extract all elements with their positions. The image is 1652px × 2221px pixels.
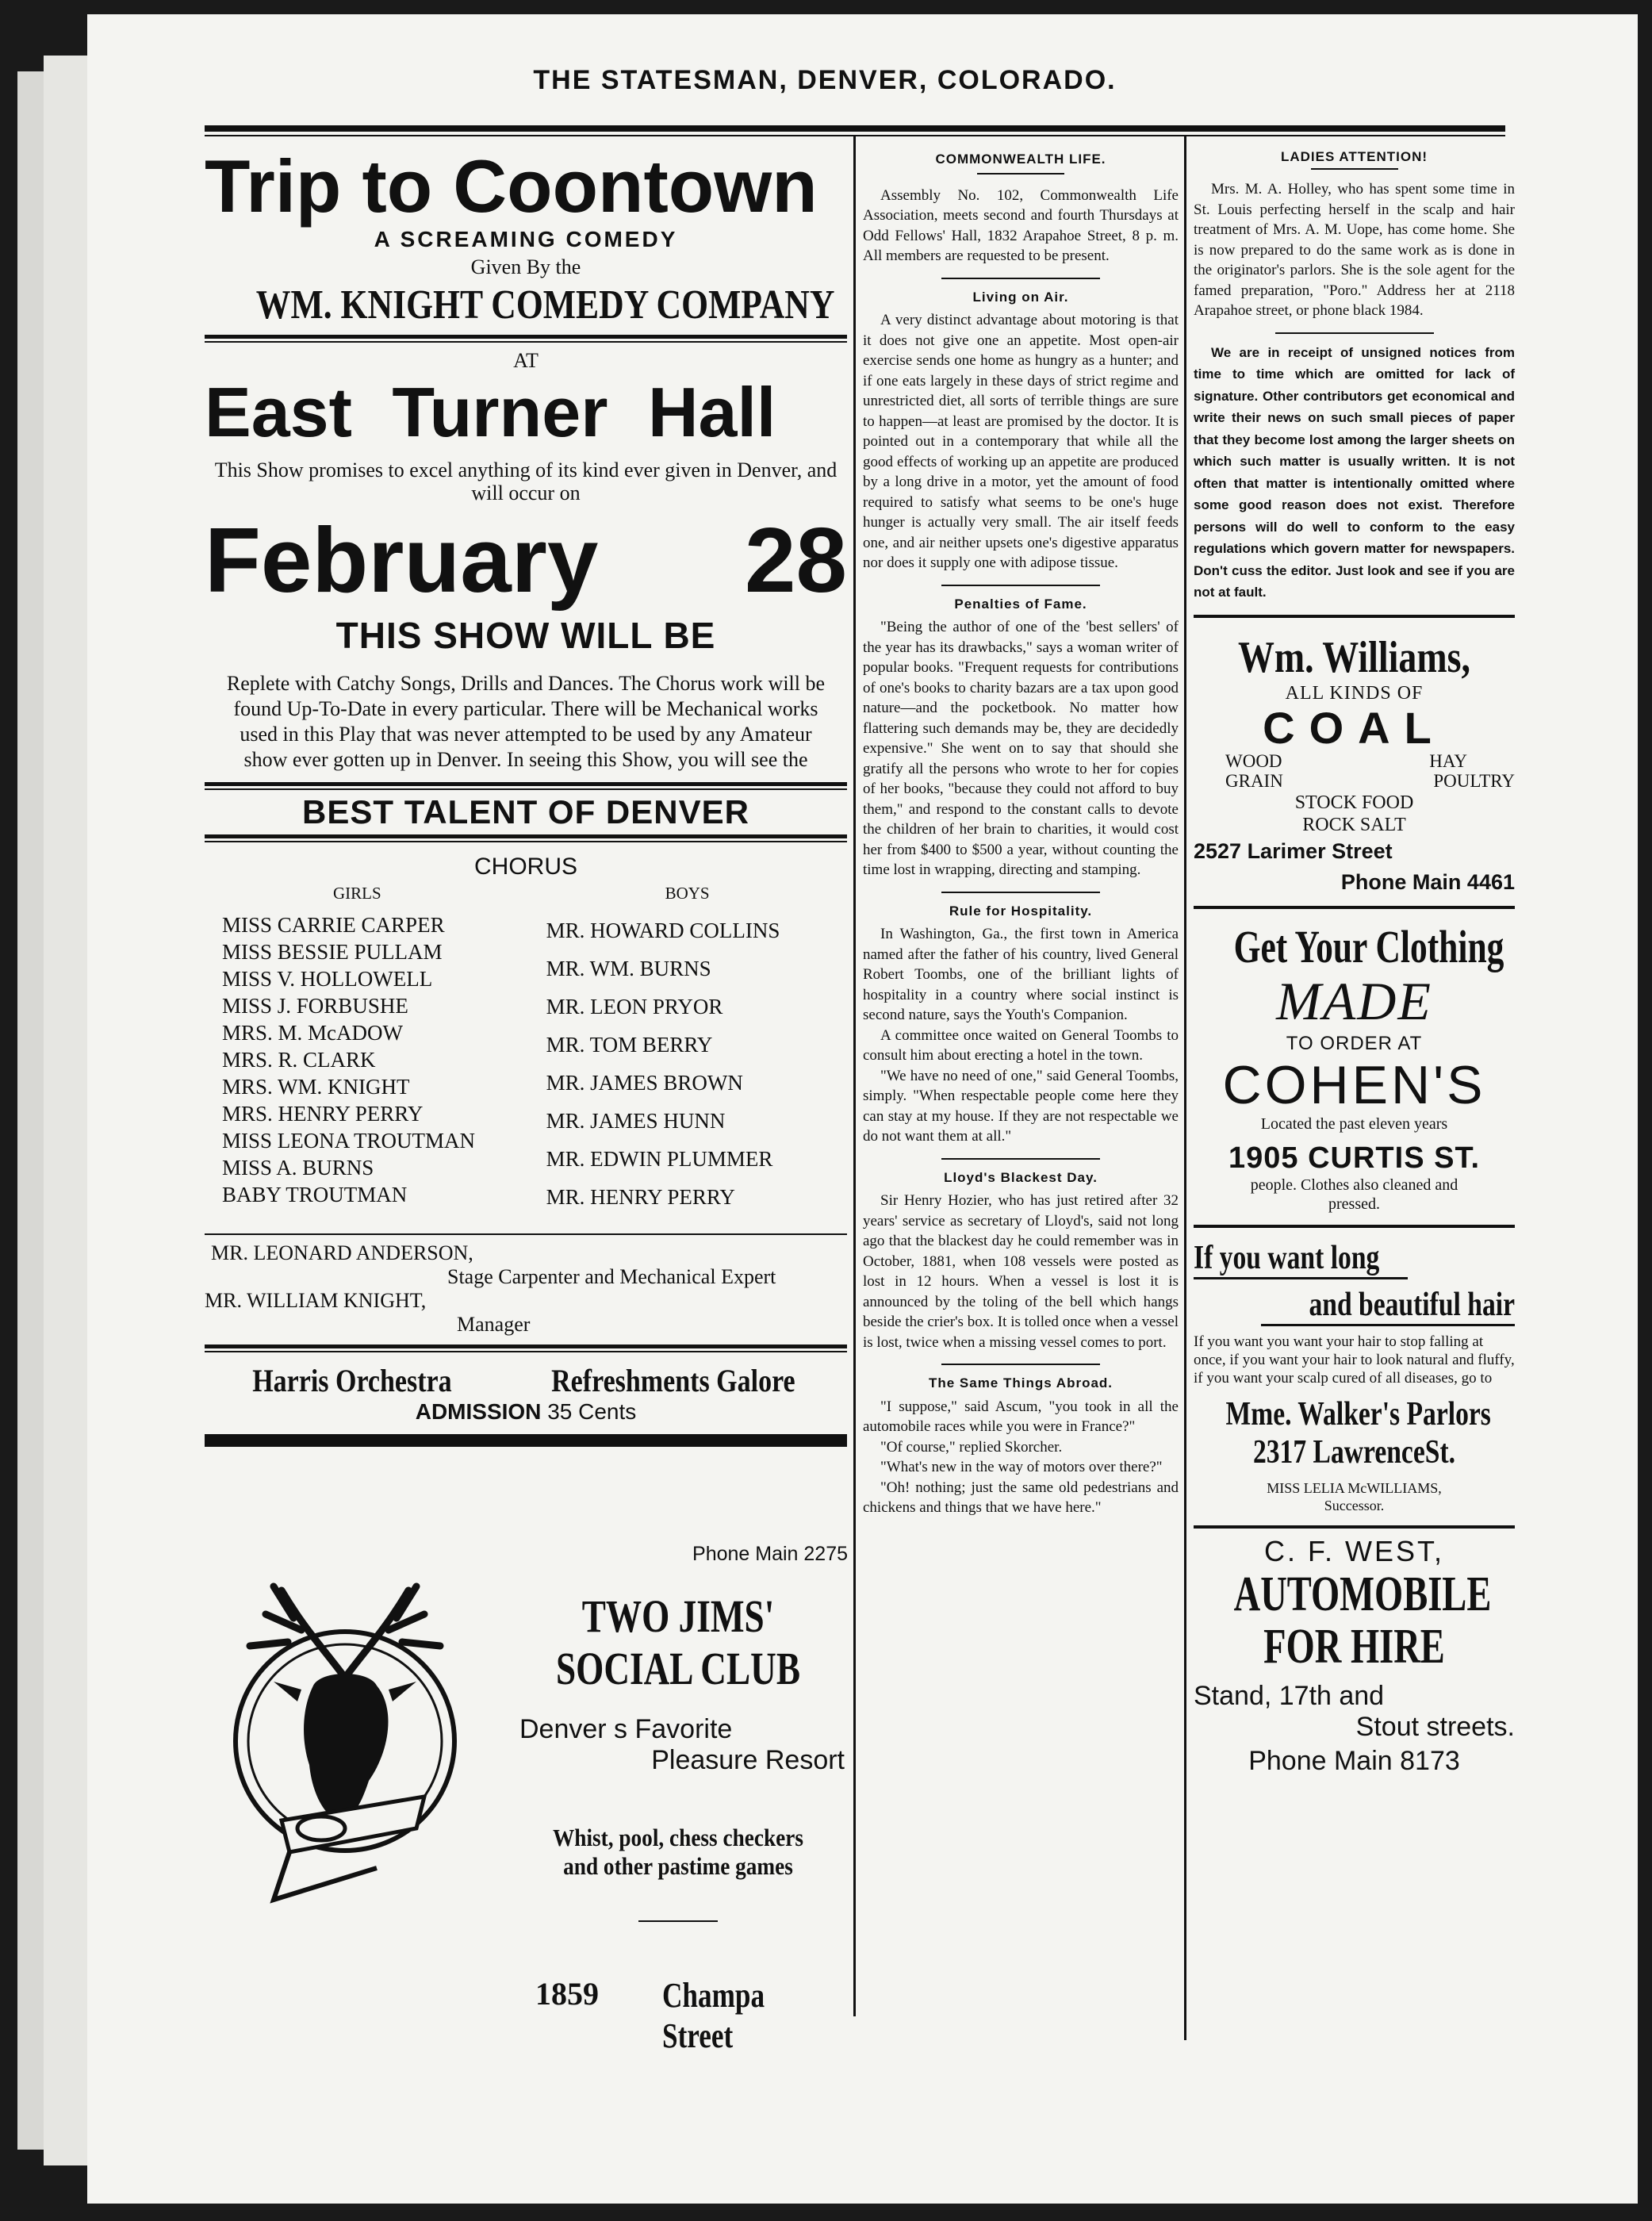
staff-1-role: Stage Carpenter and Mechanical Expert <box>447 1265 776 1288</box>
hair-line-2: and beautiful hair <box>1309 1286 1515 1323</box>
hair-line-1: If you want long <box>1194 1239 1380 1276</box>
abroad-heading: The Same Things Abroad. <box>928 1375 1113 1391</box>
rule <box>1194 1525 1515 1529</box>
staff-2-name: MR. WILLIAM KNIGHT, <box>205 1289 427 1312</box>
chorus-lists <box>205 884 847 1216</box>
rule <box>1194 906 1515 909</box>
hair-underline <box>1194 1277 1408 1279</box>
masthead: THE STATESMAN, DENVER, COLORADO. <box>533 65 1117 95</box>
boy-name: MR. JAMES BROWN <box>546 1071 743 1095</box>
west-name: C. F. WEST, <box>1263 1534 1444 1567</box>
rule <box>205 782 847 786</box>
williams-row-1 <box>1194 752 1515 771</box>
show-date <box>205 508 847 612</box>
abroad-text-4: "Oh! nothing; just the same old pedestrians and chickens and things that we have here." <box>863 1479 1179 1516</box>
hair-underline <box>1261 1324 1515 1326</box>
williams-row-2 <box>1194 771 1515 792</box>
west-line-2: FOR HIRE <box>1263 1619 1445 1674</box>
venue-name: East Turner Hall <box>205 373 776 451</box>
walker-successor: MISS LELIA McWILLIAMS, Successor. <box>1267 1479 1442 1513</box>
cohen-note: people. Clothes also cleaned and pressed. <box>1250 1176 1458 1213</box>
rule <box>205 1344 847 1348</box>
club-name-1: TWO JIMS' <box>581 1590 775 1642</box>
williams-salt: ROCK SALT <box>1302 814 1406 835</box>
best-talent: BEST TALENT OF DENVER <box>302 793 749 830</box>
coontown-ad <box>205 143 847 1447</box>
commonwealth-heading: COMMONWEALTH LIFE. <box>935 152 1106 167</box>
girl-name: MRS. WM. KNIGHT <box>222 1075 410 1099</box>
walker-name: Mme. Walker's Parlors <box>1225 1395 1491 1433</box>
hospitality-text-2: A committee once waited on General Toombs to consult him about erecting a hotel in the town. <box>863 1026 1179 1064</box>
hospitality-heading: Rule for Hospitality. <box>949 903 1093 919</box>
staff-2-role: Manager <box>457 1313 531 1336</box>
hair-text: If you want you want your hair to stop falling at once, if you want your hair to look natural and fluffy, if you want your scalp cured of all diseases, go to <box>1194 1333 1515 1387</box>
commonwealth-text: Assembly No. 102, Commonwealth Life Association, meets second and fourth Thursdays at Odd Fellows' Hall, 1832 Arapahoe Street, 8 p. m. All members are requested to be present. <box>863 186 1179 264</box>
cohen-address: 1905 CURTIS ST. <box>1228 1141 1480 1175</box>
rule-thin <box>205 841 847 842</box>
air-text: A very distinct advantage about motoring is that it does not give one an appetite. Most open-air exercise sends one home as hungry as a hunter; and if one eats largely in these days of strict regime and unrestricted diet, all sorts of terrible things are sure to happen—at least are promised by the doctor. It is pointed out in a contemporary that while all the good effects of working up an appetite are produced by a long drive in a motor, yet the amount of food required to satisfy what seems to be one's huge hunger is actually very small. The air itself feeds one, and air neither upsets one's digestive apparatus nor does it supply one with adipose tissue. <box>863 312 1179 571</box>
refreshments: Refreshments Galore <box>551 1363 795 1398</box>
lloyd-text: Sir Henry Hozier, who has just retired after 32 years' service as secretary of Lloyd's, said not long ago that the blackest day he could remember was in October, 1881, when 108 vessels were posted as lost in 12 hours. When a vessel is lost it is announced by the toling of the bell which hangs beside the crier's box. It is tolled once when a vessel is lost, twice when a missing vessel comes to port. <box>863 1192 1179 1351</box>
boy-name: MR. WM. BURNS <box>546 957 711 980</box>
club-name-2: SOCIAL CLUB <box>556 1643 800 1694</box>
boy-name: MR. LEON PRYOR <box>546 995 723 1018</box>
williams-phone: Phone Main 4461 <box>1340 869 1515 894</box>
given-by: Given By the <box>470 255 581 278</box>
top-rule <box>205 125 1505 132</box>
club-games-2: and other pastime games <box>563 1852 793 1880</box>
notice-text: We are in receipt of unsigned notices from time to time which are omitted for lack of signature. Other contributors get economical and write their news on such small pieces of paper that they become lost among the larger sheets on which such matter is usually written. It is not often that matter is intentionally omitted where some good reason does not exist. Therefore persons will do well to conform to the easy regulations which govern matter for newspapers. Don't cuss the editor. Just look and see if you are not at fault. <box>1194 344 1515 600</box>
cohen-made: MADE <box>1276 970 1432 1031</box>
column-rule-2 <box>1184 136 1186 2040</box>
girl-name: MISS CARRIE CARPER <box>222 913 445 937</box>
boy-name: MR. HENRY PERRY <box>546 1185 735 1209</box>
club-tagline-2: Pleasure Resort <box>651 1745 845 1775</box>
girl-name: BABY TROUTMAN <box>222 1183 408 1206</box>
cohen-order: TO ORDER AT <box>1286 1032 1423 1054</box>
boys-label: BOYS <box>665 884 710 903</box>
west-stand: Stand, 17th and <box>1194 1680 1385 1711</box>
rule <box>205 834 847 838</box>
ladies-text: Mrs. M. A. Holley, who has spent some time in St. Louis perfecting herself in the scalp and hair treatment of Mrs. A. M. Uope, has come home. She is now prepared to do the same work as is done in the originator's parlors. She is the sole agent for the famed preparation, "Poro." Address her at 2118 Arapahoe street, or phone black 1984. <box>1194 181 1515 319</box>
two-jims-ad <box>218 1535 853 2055</box>
boys-list <box>546 911 847 1216</box>
extras <box>205 1362 847 1399</box>
staff-1-name: MR. LEONARD ANDERSON, <box>211 1241 473 1264</box>
club-phone: Phone Main 2275 <box>692 1543 848 1565</box>
separator <box>941 1158 1100 1160</box>
cohen-line-1: Get Your Clothing <box>1233 920 1504 972</box>
cohen-located: Located the past eleven years <box>1260 1114 1448 1133</box>
abroad-text-1: "I suppose," said Ascum, "you took in all the automobile races while you were in France?" <box>863 1398 1179 1435</box>
boys-column <box>546 884 847 1216</box>
girls-column <box>205 884 546 1216</box>
cohen-ad <box>1194 920 1515 1214</box>
girl-name: MISS LEONA TROUTMAN <box>222 1129 476 1153</box>
lloyd-heading: Lloyd's Blackest Day. <box>944 1169 1098 1185</box>
rule-thin <box>205 1351 847 1352</box>
boy-name: MR. JAMES HUNN <box>546 1109 726 1133</box>
ads-column <box>1194 149 1515 1777</box>
separator <box>941 585 1100 586</box>
girl-name: MRS. R. CLARK <box>222 1048 376 1072</box>
admission <box>205 1399 847 1425</box>
company-name: WM. KNIGHT COMEDY COMPANY <box>255 282 835 328</box>
ladies-heading: LADIES ATTENTION! <box>1280 149 1428 164</box>
rule <box>1194 1225 1515 1228</box>
fame-text: "Being the author of one of the 'best sellers' of the year has its drawbacks," says a woman writer of popular books. "Frequent requests for contributions of one's books to charity bazars are a tax upon good nature—and the pocketbook. No matter how flattering such demands may be, they are decidedly expensive." She went on to say that should she gratify all the persons who wrote to her for copies of her books, "because they could not afford to buy them," and respond to the constant calls to devote the children of her brain to charities, it would cost her from $400 to $500 a year, without counting the time lost in wrapping, directing and stamping. <box>863 619 1179 878</box>
williams-ad <box>1194 632 1515 895</box>
club-tagline-1: Denver s Favorite <box>519 1714 733 1744</box>
separator <box>941 278 1100 279</box>
williams-coal: COAL <box>1263 702 1446 753</box>
boy-name: MR. TOM BERRY <box>546 1033 713 1057</box>
girl-name: MRS. HENRY PERRY <box>222 1102 424 1126</box>
rule-thin <box>205 341 847 343</box>
column-rule-1 <box>853 136 856 2016</box>
girl-name: MISS V. HOLLOWELL <box>222 967 433 991</box>
fame-heading: Penalties of Fame. <box>954 596 1087 612</box>
club-games-1: Whist, pool, chess checkers <box>552 1824 803 1851</box>
williams-wood: WOOD <box>1225 750 1282 771</box>
admission-price: 35 Cents <box>547 1399 637 1424</box>
girls-label: GIRLS <box>333 884 381 903</box>
girl-name: MISS J. FORBUSHE <box>222 994 408 1018</box>
separator <box>941 1364 1100 1365</box>
walker-ad <box>1194 1239 1515 1514</box>
club-divider <box>638 1920 718 1922</box>
west-ad <box>1194 1535 1515 1777</box>
boy-name: MR. EDWIN PLUMMER <box>546 1147 773 1171</box>
ad-subtitle: A SCREAMING COMEDY <box>374 227 678 251</box>
hospitality-text-3: "We have no need of one," said General Toombs, simply. "When respectable people come here they can stay at my house. If they are not respectable we do not want them at all." <box>863 1067 1179 1145</box>
girl-name: MRS. M. McADOW <box>222 1021 404 1045</box>
williams-stock: STOCK FOOD <box>1294 792 1414 813</box>
separator <box>941 892 1100 893</box>
abroad-text-3: "What's new in the way of motors over there?" <box>880 1459 1163 1475</box>
rule-thin <box>205 1233 847 1235</box>
williams-kinds: ALL KINDS OF <box>1285 682 1424 704</box>
williams-grain: GRAIN <box>1225 770 1283 791</box>
west-street: Stout streets. <box>1355 1711 1515 1742</box>
williams-hay: HAY <box>1429 750 1467 771</box>
girl-name: MISS BESSIE PULLAM <box>222 940 443 964</box>
ad-title: Trip to Coontown <box>205 144 818 228</box>
williams-address: 2527 Larimer Street <box>1194 838 1393 863</box>
club-street: Champa Street <box>662 1976 765 2055</box>
west-line-1: AUTOMOBILE <box>1233 1567 1492 1621</box>
boy-name: MR. HOWARD COLLINS <box>546 919 780 942</box>
elk-emblem-icon <box>226 1582 464 1908</box>
girl-name: MISS A. BURNS <box>222 1156 374 1180</box>
admission-label: ADMISSION <box>415 1399 542 1424</box>
abroad-text-2: "Of course," replied Skorcher. <box>880 1438 1063 1456</box>
club-number: 1859 <box>535 1976 599 2012</box>
club-info <box>504 1590 853 1954</box>
rule <box>205 335 847 339</box>
orchestra: Harris Orchestra <box>252 1363 452 1398</box>
heavy-rule <box>205 1434 847 1447</box>
hospitality-text-1: In Washington, Ga., the first town in America named after the father of his country, lived General Robert Toombs, one of the brilliant lights of hospitality in a country where social instinct is second nature, says the Youth's Companion. <box>863 926 1179 1023</box>
separator <box>977 173 1064 175</box>
date-day: 28 <box>744 508 847 612</box>
show-will-be: THIS SHOW WILL BE <box>335 615 716 656</box>
separator <box>1275 332 1434 334</box>
cohen-name: COHEN'S <box>1222 1054 1486 1115</box>
air-heading: Living on Air. <box>972 289 1069 305</box>
news-column <box>863 149 1179 1518</box>
rule <box>1194 615 1515 618</box>
show-description: Replete with Catchy Songs, Drills and Dances. The Chorus work will be found Up-To-Date in every particular. There will be Mechanical works used in this Play that was never attempted to be used by any Amateur show ever gotten up in Denver. In seeing this Show, you will see the <box>226 672 826 771</box>
west-phone: Phone Main 8173 <box>1248 1745 1460 1776</box>
date-month: February <box>205 508 599 612</box>
chorus-heading: CHORUS <box>473 853 577 880</box>
promise-text: This Show promises to excel anything of its kind ever given in Denver, and will occur on <box>214 458 837 504</box>
williams-name: Wm. Williams, <box>1238 632 1470 682</box>
williams-poultry: POULTRY <box>1433 770 1515 791</box>
girls-list <box>222 911 546 1208</box>
separator <box>1311 168 1398 170</box>
at-label: AT <box>513 349 539 372</box>
walker-address: 2317 LawrenceSt. <box>1252 1433 1456 1471</box>
